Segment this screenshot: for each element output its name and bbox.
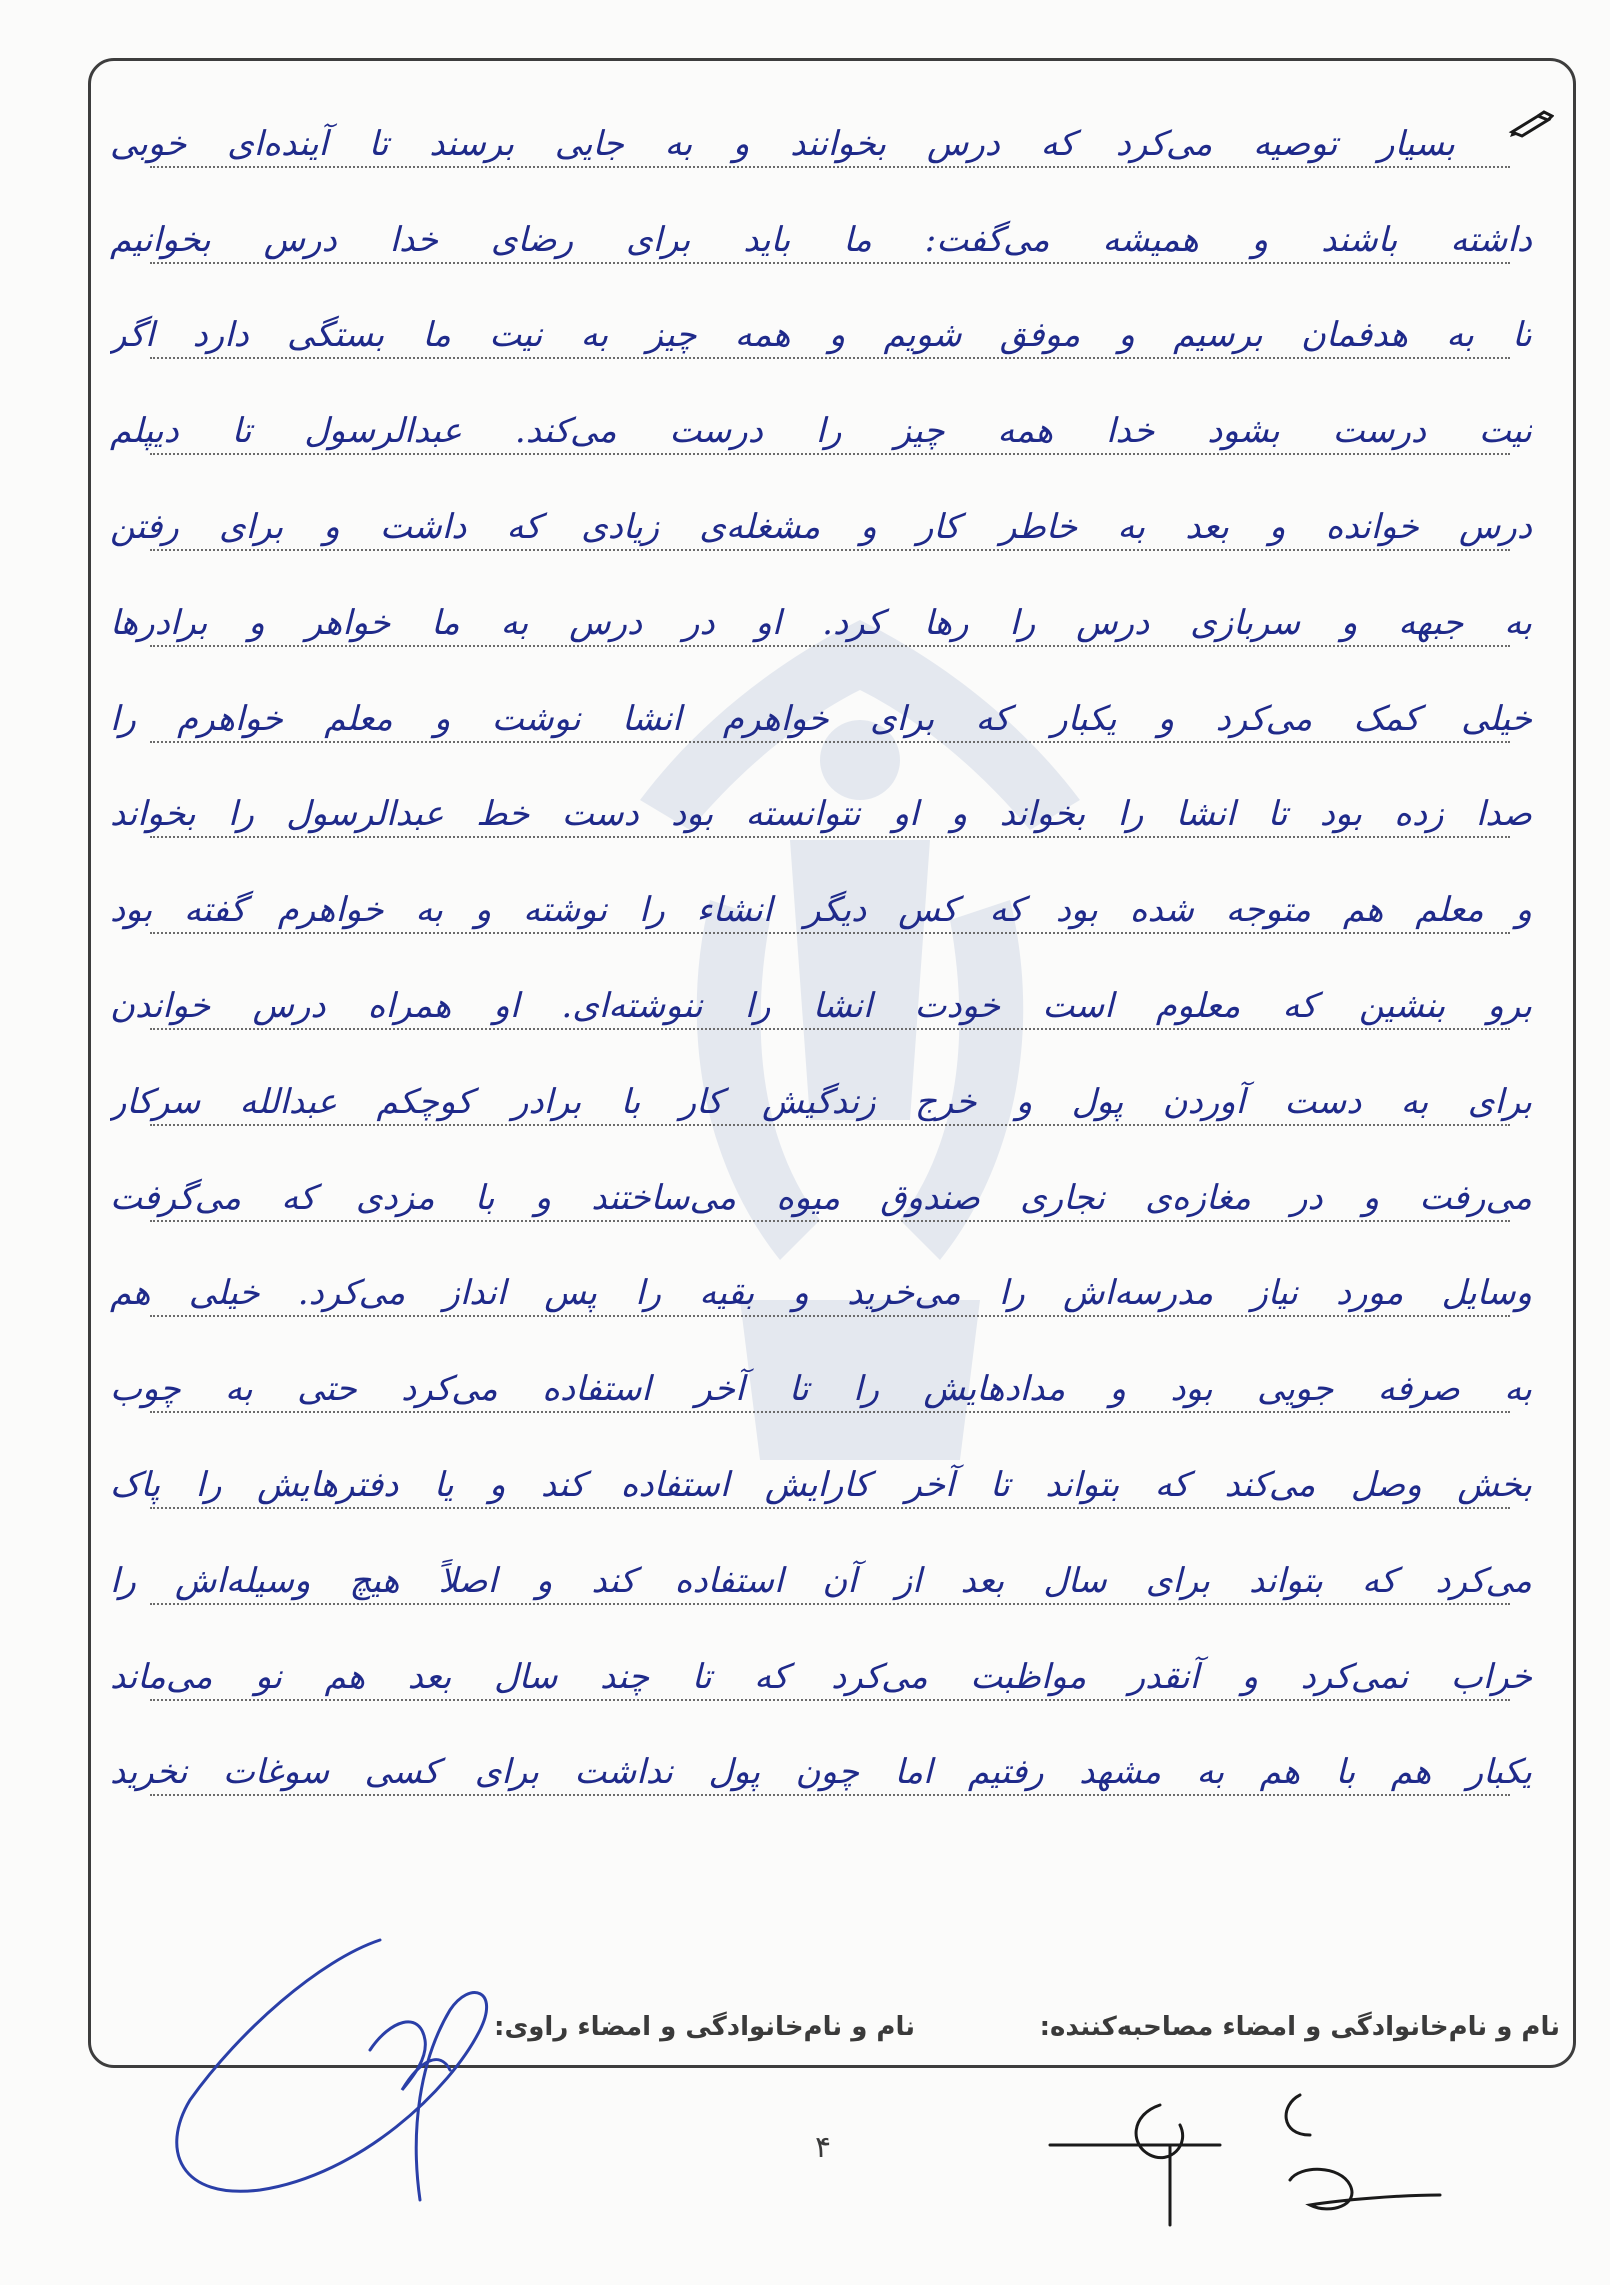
interviewer-signature [1040,2085,1460,2235]
text-line: می‌کرد که بتواند برای سال بعد از آن استفاده کند و اصلاً هیچ وسیله‌اش را [100,1525,1550,1621]
text-line: برای به دست آوردن پول و خرج زندگیش کار با برادر کوچکم عبدالله سرکار [100,1046,1550,1142]
narrator-label: نام و نام‌خانوادگی و امضاء راوی: [494,2012,915,2042]
handwritten-text-block [100,88,1550,1812]
interviewer-label: نام و نام‌خانوادگی و امضاء مصاحبه‌کننده: [1039,2012,1560,2042]
text-line: درس خوانده و بعد به خاطر کار و مشغله‌ی زیادی که داشت و برای رفتن [100,471,1550,567]
text-line: بسیار توصیه می‌کرد که درس بخوانند و به جایی برسند تا آینده‌ای خوبی [100,88,1550,184]
text-line: به صرفه جویی بود و مدادهایش را تا آخر استفاده می‌کرد حتی به چوب [100,1333,1550,1429]
narrator-signature [120,1900,640,2260]
text-line: به جبهه و سربازی درس را رها کرد. او در درس به ما خواهر و برادرها [100,567,1550,663]
text-line: صدا زده بود تا انشا را بخواند و او نتوانسته بود دست خط عبدالرسول را بخواند [100,759,1550,855]
text-line: وسایل مورد نیاز مدرسه‌اش را می‌خرید و بقیه را پس انداز می‌کرد. خیلی هم [100,1238,1550,1334]
text-line: تا به هدفمان برسیم و موفق شویم و همه چیز به نیت ما بستگی دارد اگر [100,280,1550,376]
text-line: خراب نمی‌کرد و آنقدر مواظبت می‌کرد که تا چند سال بعد هم نو می‌ماند [100,1621,1550,1717]
text-line: برو بنشین که معلوم است خودت انشا را ننوشته‌ای. او همراه درس خواندن [100,950,1550,1046]
page-number: ۴ [815,2130,832,2165]
text-line: داشته باشند و همیشه می‌گفت: ما باید برای رضای خدا درس بخوانیم [100,184,1550,280]
text-line: و معلم هم متوجه شده بود که کس دیگر انشاء را نوشته و به خواهرم گفته بود [100,854,1550,950]
text-line: یکبار هم با هم به مشهد رفتیم اما چون پول نداشت برای کسی سوغات نخرید [100,1717,1550,1813]
text-line: نیت درست بشود خدا همه چیز را درست می‌کند. عبدالرسول تا دیپلم [100,375,1550,471]
text-line: بخش وصل می‌کند که بتواند تا آخر کارایش استفاده کند و یا دفترهایش را پاک [100,1429,1550,1525]
text-line: خیلی کمک می‌کرد و یکبار که برای خواهرم انشا نوشت و معلم خواهرم را [100,663,1550,759]
text-line: می‌رفت و در مغازه‌ی نجاری صندوق میوه می‌ساختند و با مزدی که می‌گرفت [100,1142,1550,1238]
